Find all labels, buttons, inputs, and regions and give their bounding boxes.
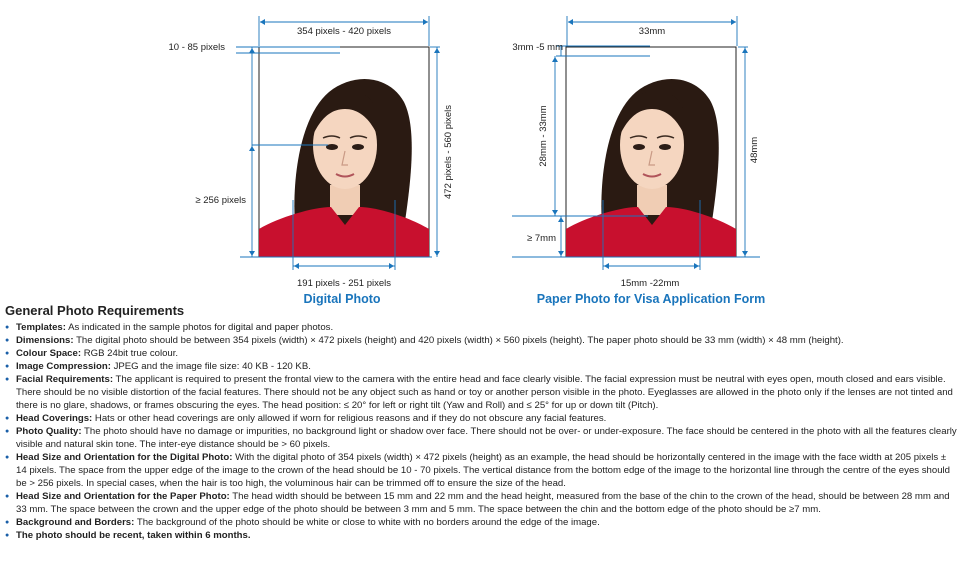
requirement-text: The photo should have no damage or impurities, no background light or shadow over face. There should not be over- or under-exposure. The face should be centered in the photo with all the features clearly visible and natural skin tone. The inter-eye distance should be > 60 pixels. [16,426,957,450]
requirement-text: RGB 24bit true colour. [81,348,179,359]
digital-width-label: 354 pixels - 420 pixels [297,26,391,37]
requirement-text: With the digital photo of 354 pixels (width) × 472 pixels (height) as an example, the head should be horizontally centered in the image with the face width at 205 pixels ± 14 pixels. The space from the upper edge of the image to the crown of the head should be 10 - 70 pixels. The vertical distance from the bottom edge of the image to the horizontal line through the centre of the eyes should be > 256 pixels. In special cases, when the hair is too high, the voluminous hair can be trimmed off to ensure the size of the head. [16,452,951,489]
requirements-title: General Photo Requirements [5,303,185,318]
requirement-text: JPEG and the image file size: 40 KB - 120 KB. [110,361,311,372]
digital-head-width-label: 191 pixels - 251 pixels [297,278,391,289]
requirement-text: As indicated in the sample photos for digital and paper photos. [65,322,334,333]
paper-sample-photo [566,47,736,257]
requirement-text: The applicant is required to present the frontal view to the camera with the entire head and face clearly visible. The facial expression must be neutral with eyes open, mouth closed and ears visible. There should be no visible distortion of the facial features. There should not be any object such as hand or toy or another person visible in the photo. Eyeglasses are allowed in the photo only if the lenses are not tinted and there is no glare, shadows, or frames obscuring the eyes. The head position: ≤ 20° for left or right tilt (Yaw and Roll) and ≤ 25° for up or down tilt (Pitch). [16,374,953,411]
requirement-label: Background and Borders: [16,517,135,528]
requirement-label: Image Compression: [16,361,111,372]
digital-caption: Digital Photo [303,292,381,306]
requirement-item [5,516,957,529]
requirement-label: Facial Requirements: [16,374,114,385]
paper-height-label: 48mm [749,136,760,164]
requirement-item [5,334,957,347]
requirement-label: The photo should be recent, taken within 6 months. [16,530,251,541]
requirement-label: Photo Quality: [16,426,82,437]
requirement-item [5,412,957,425]
requirement-item [5,347,957,360]
paper-head-height-label: 28mm - 33mm [538,105,549,167]
paper-width-label: 33mm [638,26,666,37]
requirement-label: Templates: [16,322,66,333]
requirement-text: The background of the photo should be white or close to white with no borders around the edge of the image. [134,517,600,528]
requirement-item [5,490,957,516]
requirement-text: Hats or other head coverings are only allowed if worn for religious reasons and if they do not obscure any facial features. [92,413,607,424]
digital-sample-photo [259,47,429,257]
paper-caption: Paper Photo for Visa Application Form [536,292,766,306]
requirement-item [5,373,957,412]
requirement-item [5,425,957,451]
digital-height-label: 472 pixels - 560 pixels [443,105,454,199]
requirement-label: Head Size and Orientation for the Paper Photo: [16,491,230,502]
requirement-label: Dimensions: [16,335,74,346]
digital-top-gap-label: 10 - 85 pixels [168,42,225,53]
digital-eye-distance-label: ≥ 256 pixels [195,195,246,206]
requirement-label: Colour Space: [16,348,82,359]
requirement-item [5,529,957,542]
requirements-section [5,304,957,542]
requirement-text: The digital photo should be between 354 pixels (width) × 472 pixels (height) and 420 pixels (width) × 560 pixels (height). The paper photo should be 33 mm (width) × 48 mm (height). [73,335,844,346]
requirement-item [5,360,957,373]
requirement-label: Head Coverings: [16,413,93,424]
requirements-list [5,321,957,542]
paper-chin-gap-label: ≥ 7mm [527,233,556,244]
paper-top-gap-label: 3mm -5 mm [512,42,563,53]
requirement-item [5,451,957,490]
paper-face-width-label: 15mm -22mm [620,278,680,289]
requirement-item [5,321,957,334]
requirement-label: Head Size and Orientation for the Digital Photo: [16,452,233,463]
requirement-text: The head width should be between 15 mm and 22 mm and the head height, measured from the base of the chin to the crown of the head, should be between 28 mm and 33 mm. The space between the crown and the upper edge of the photo should be between 3 mm and 5 mm. The space between the chin and the bottom edge of the photo should be ≥7 mm. [16,491,950,515]
